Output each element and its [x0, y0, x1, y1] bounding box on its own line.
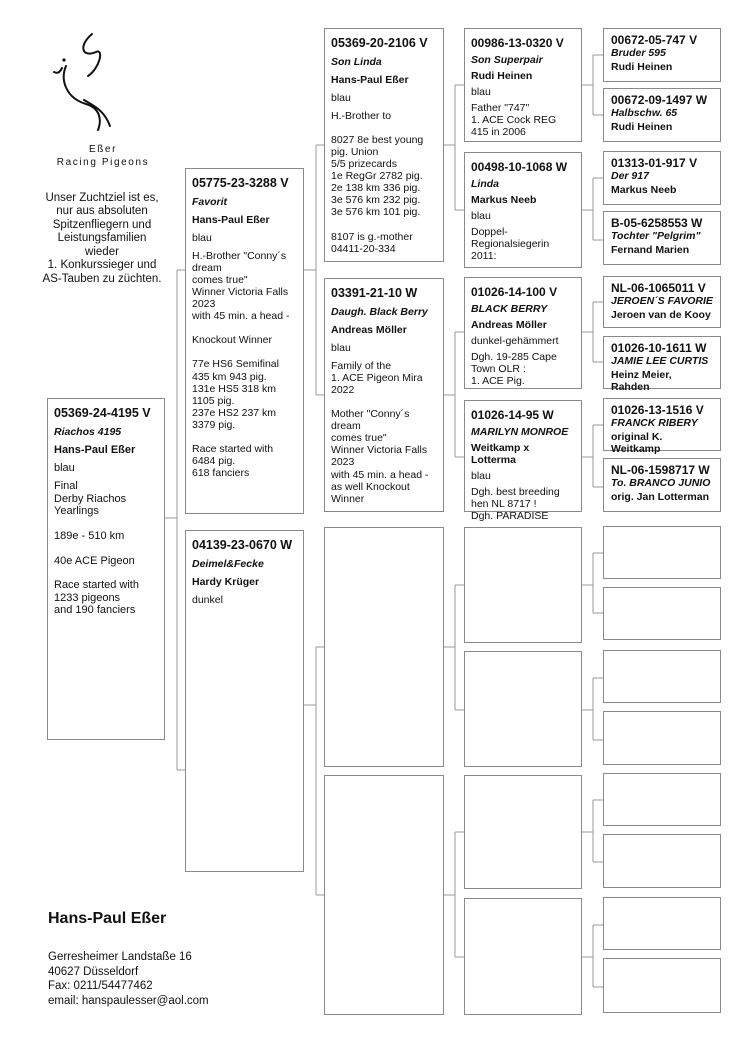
achievement-text: 77e HS6 Semifinal 435 km 943 pig. 131e HS5 318 km 1105 pig. 237e HS2 237 km 3379 pig. [192, 358, 279, 431]
ring-number: 01026-14-95 W [471, 408, 554, 422]
achievement-text: 189e - 510 km [54, 529, 125, 542]
pigeon-name: To. BRANCO JUNIO [611, 477, 711, 489]
breeder-name: Andreas Möller [331, 324, 407, 336]
brand-block [38, 144, 168, 169]
pedigree-g4-card [603, 88, 721, 142]
achievement-text: 40e ACE Pigeon [54, 554, 135, 567]
pedigree-sire-dam-card [324, 278, 444, 512]
feather-color: blau [471, 86, 491, 98]
ring-number: 00498-10-1068 W [471, 160, 568, 174]
pedigree-g4-card-empty [603, 958, 721, 1013]
achievement-text: Dgh. 19-285 Cape Town OLR : 1. ACE Pig. [471, 351, 557, 388]
breeder-name: Heinz Meier, Rahden [611, 369, 672, 393]
pedigree-g4-card-empty [603, 773, 721, 826]
dove-logo-icon [40, 28, 130, 138]
brand-tagline: Racing Pigeons [56, 156, 150, 168]
feather-color: dunkel-gehämmert [471, 335, 559, 347]
ring-number: 00986-13-0320 V [471, 36, 564, 50]
breeder-name: Fernand Marien [611, 244, 690, 256]
ring-number: B-05-6258553 W [611, 216, 703, 230]
breeder-name: Jeroen van de Kooy [611, 309, 711, 321]
pigeon-name: Halbschw. 65 [611, 107, 678, 119]
ring-number: 00672-09-1497 W [611, 93, 708, 107]
pedigree-g4-card [603, 336, 721, 393]
pigeon-name: MARILYN MONROE [471, 426, 569, 438]
feather-color: blau [192, 232, 212, 244]
achievement-text: Dgh. best breeding hen NL 8717 ! Dgh. PARADISE [471, 486, 560, 523]
pigeon-name: BLACK BERRY [471, 303, 548, 315]
pedigree-g3-card [464, 277, 582, 389]
ring-number: 05369-20-2106 V [331, 36, 428, 50]
pedigree-sire-sire-card [324, 28, 444, 262]
ring-number: 01026-13-1516 V [611, 403, 704, 417]
achievement-text: 8027 8e best young pig. Union 5/5 prizecards 1e RegGr 2782 pig. 2e 138 km 336 pig. 3e 576 km 232 pig. 3e 576 km 101 pig. [331, 134, 424, 219]
breeder-name: Rudi Heinen [611, 61, 673, 73]
ring-number: 03391-21-10 W [331, 286, 418, 300]
brand-name: Eßer [88, 144, 118, 155]
breeder-name: Rudi Heinen [611, 121, 673, 133]
breeder-name: Hans-Paul Eßer [331, 74, 409, 86]
pedigree-g4-card [603, 458, 721, 512]
ring-number: NL-06-1598717 W [611, 463, 710, 477]
breeder-name: Markus Neeb [471, 194, 537, 206]
pedigree-g4-card-empty [603, 587, 721, 640]
pedigree-g4-card [603, 151, 721, 205]
pedigree-sire-card [185, 168, 304, 514]
achievement-text: Mother "Conny´s dream comes true" Winner Victoria Falls 2023 with 45 min. a head - as well Knockout Winner [331, 408, 429, 505]
feather-color: blau [331, 342, 351, 354]
pedigree-g3-card-empty [464, 527, 582, 643]
ring-number: 05369-24-4195 V [54, 406, 151, 420]
pedigree-g4-card-empty [603, 526, 721, 579]
pigeon-name: Riachos 4195 [54, 426, 122, 438]
pigeon-name: Son Superpair [471, 54, 543, 66]
achievement-text: Race started with 6484 pig. 618 fanciers [192, 442, 274, 479]
achievement-text: Final Derby Riachos Yearlings [54, 480, 127, 518]
pedigree-g3-card-empty [464, 775, 582, 889]
achievement-text: Race started with 1233 pigeons and 190 fanciers [54, 579, 139, 617]
pedigree-dam-sire-card-empty [324, 527, 444, 767]
pigeon-name: FRANCK RIBERY [611, 417, 698, 429]
achievement-text: Family of the 1. ACE Pigeon Mira 2022 [331, 360, 423, 397]
pedigree-g4-card-empty [603, 897, 721, 950]
feather-color: blau [471, 210, 491, 222]
owner-address: Gerresheimer Landstaße 16 40627 Düsseldorf Fax: 0211/54477462 email: hanspaulesser@aol.com [48, 951, 209, 1007]
achievement-text: Doppel- Regionalsiegerin 2011: [471, 226, 550, 263]
ring-number: 01026-10-1611 W [611, 341, 707, 355]
pedigree-subject-card [47, 398, 165, 740]
breeder-name: Rudi Heinen [471, 70, 533, 82]
feather-color: blau [331, 92, 351, 104]
pedigree-g4-card-empty [603, 711, 721, 765]
ring-number: 01026-14-100 V [471, 285, 558, 299]
achievement-text: Father "747" 1. ACE Cock REG 415 in 2006 [471, 102, 557, 139]
breeder-name: Markus Neeb [611, 184, 677, 196]
pedigree-g3-card [464, 152, 582, 268]
breeding-motto: Unser Zuchtziel ist es, nur aus absoluten Spitzenfliegern und Leistungsfamilien wieder 1. Konkurssieger und AS-Tauben zu züchten. [42, 192, 162, 285]
breeder-name: orig. Jan Lotterman [611, 491, 710, 503]
breeder-name: Weitkamp x Lotterma [471, 442, 530, 466]
pigeon-name: Der 917 [611, 170, 649, 182]
achievement-text: Knockout Winner [192, 334, 272, 347]
pigeon-name: Favorit [192, 196, 228, 208]
pedigree-g3-card [464, 28, 582, 142]
ring-number: 01313-01-917 V [611, 156, 698, 170]
breeder-name: Andreas Möller [471, 319, 547, 331]
breeder-name: Hans-Paul Eßer [54, 444, 136, 456]
ring-number: 05775-23-3288 V [192, 176, 289, 190]
pigeon-name: JEROEN´S FAVORIE [611, 295, 713, 307]
ring-number: 04139-23-0670 W [192, 538, 293, 552]
pedigree-g4-card-empty [603, 650, 721, 703]
pedigree-g4-card [603, 211, 721, 265]
pedigree-g3-card-empty [464, 651, 582, 767]
pigeon-name: JAMIE LEE CURTIS [611, 355, 709, 367]
pedigree-g3-card-empty [464, 898, 582, 1015]
pigeon-name: Son Linda [331, 56, 382, 68]
owner-name: Hans-Paul Eßer [48, 910, 167, 927]
pigeon-name: Linda [471, 178, 499, 190]
pedigree-dam-dam-card-empty [324, 775, 444, 1015]
pedigree-dam-card [185, 530, 304, 872]
breeder-name: original K. Weitkamp [611, 431, 663, 455]
feather-color: blau [54, 462, 75, 474]
pedigree-g4-card [603, 398, 721, 455]
pedigree-g4-card [603, 276, 721, 328]
pedigree-g4-card-empty [603, 834, 721, 888]
feather-color: blau [471, 470, 491, 482]
pedigree-g3-card [464, 400, 582, 523]
pedigree-g4-card [603, 28, 721, 82]
achievement-text: H.-Brother to [331, 110, 392, 122]
pigeon-name: Deimel&Fecke [192, 558, 264, 570]
pigeon-name: Bruder 595 [611, 47, 666, 59]
achievement-text: 8107 is g.-mother 04411-20-334 [331, 230, 413, 255]
breeder-name: Hans-Paul Eßer [192, 214, 270, 226]
ring-number: NL-06-1065011 V [611, 281, 706, 295]
ring-number: 00672-05-747 V [611, 33, 698, 47]
breeder-name: Hardy Krüger [192, 576, 260, 588]
feather-color: dunkel [192, 594, 223, 606]
pigeon-name: Daugh. Black Berry [331, 306, 428, 318]
achievement-text: H.-Brother "Conny´s dream comes true" Winner Victoria Falls 2023 with 45 min. a head - [192, 250, 290, 323]
pigeon-name: Tochter "Pelgrim" [611, 230, 701, 242]
